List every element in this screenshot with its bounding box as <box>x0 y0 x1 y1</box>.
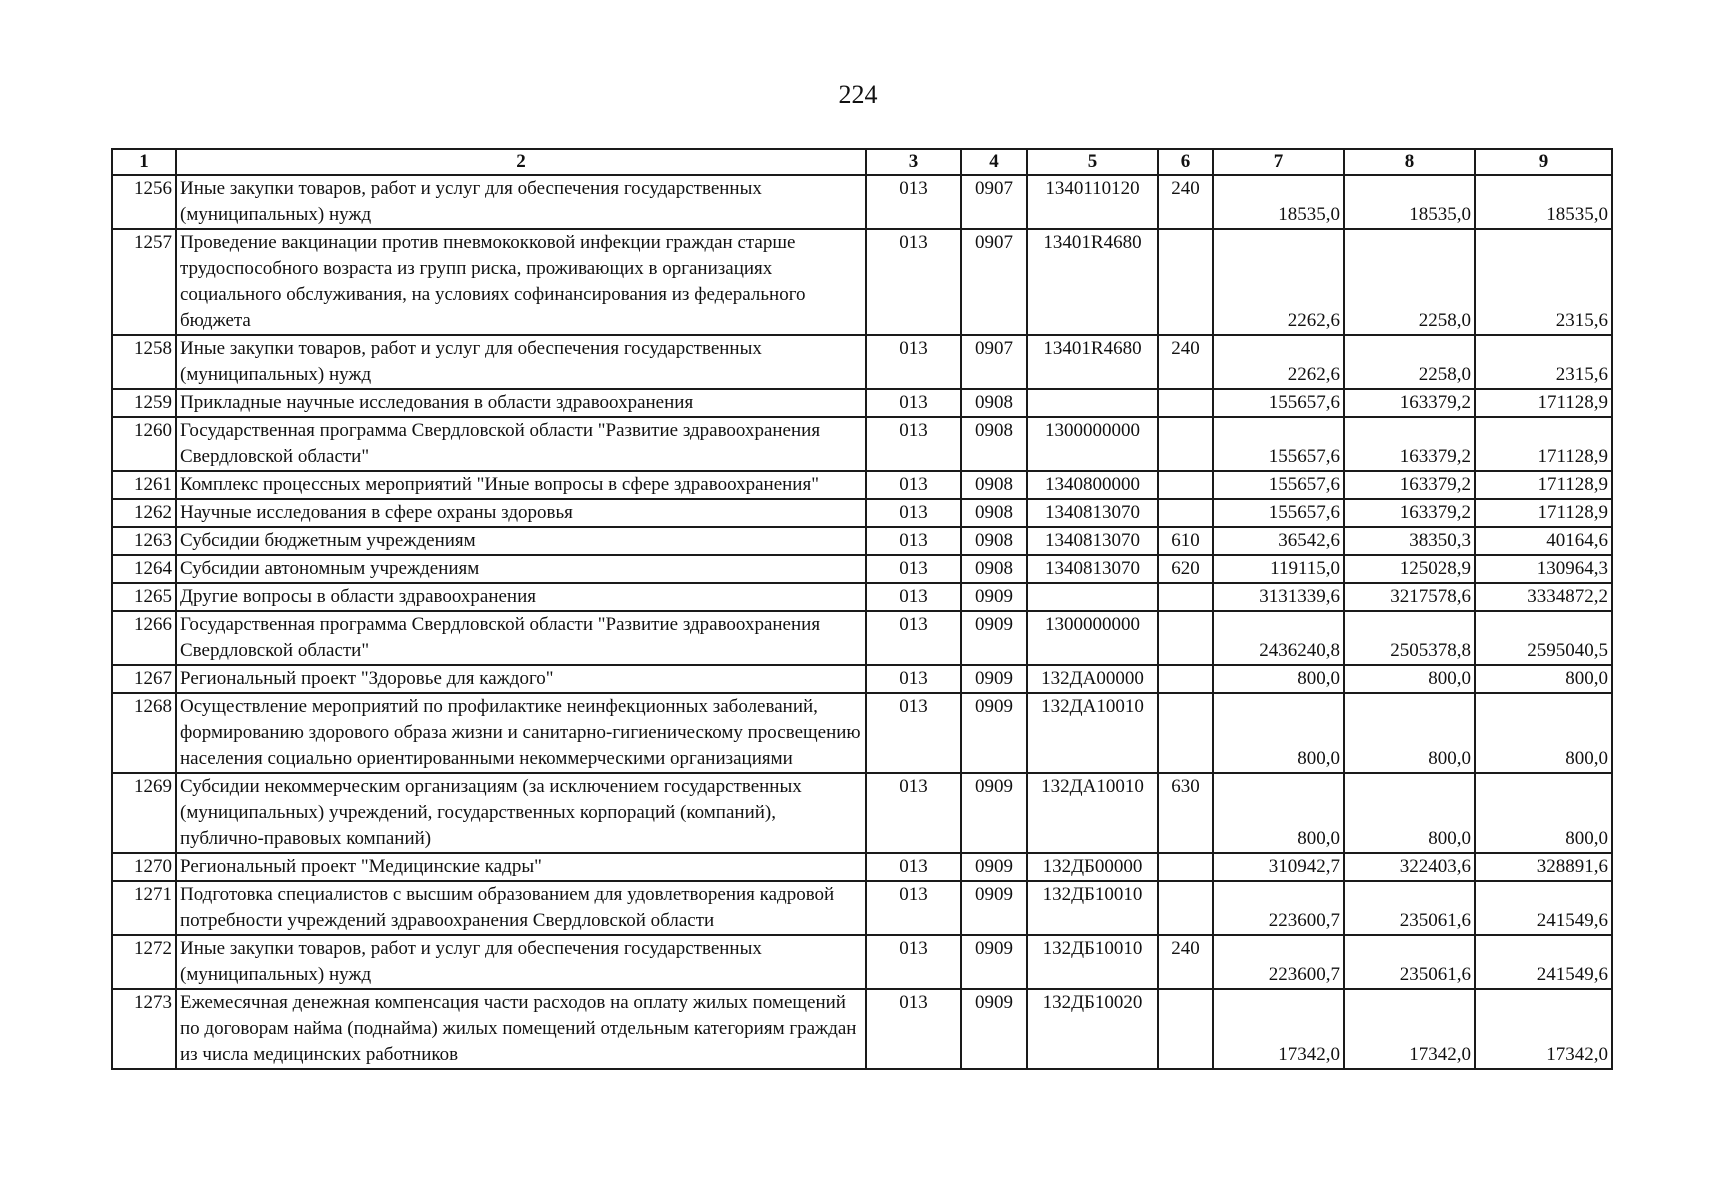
amount-col7: 3131339,6 <box>1213 583 1344 611</box>
ministry-code: 013 <box>866 527 961 555</box>
column-header-9: 9 <box>1475 149 1612 175</box>
table-row <box>112 499 1612 527</box>
section-code: 0909 <box>961 611 1027 665</box>
amount-col8: 163379,2 <box>1344 499 1475 527</box>
row-number: 1272 <box>112 935 176 989</box>
amount-col9: 800,0 <box>1475 665 1612 693</box>
row-number: 1262 <box>112 499 176 527</box>
table-row <box>112 583 1612 611</box>
row-number: 1259 <box>112 389 176 417</box>
row-name: Региональный проект "Здоровье для каждого" <box>176 665 866 693</box>
section-code: 0907 <box>961 335 1027 389</box>
row-name: Иные закупки товаров, работ и услуг для обеспечения государственных (муниципальных) нужд <box>176 935 866 989</box>
amount-col9: 17342,0 <box>1475 989 1612 1069</box>
target-article-code: 1340813070 <box>1027 555 1158 583</box>
table-row <box>112 665 1612 693</box>
ministry-code: 013 <box>866 989 961 1069</box>
row-name: Осуществление мероприятий по профилактике неинфекционных заболеваний, формированию здорового образа жизни и санитарно-гигиеническому просвещению населения социально ориентированными некоммерческими организациями <box>176 693 866 773</box>
table-row <box>112 773 1612 853</box>
target-article-code: 132ДБ10010 <box>1027 881 1158 935</box>
expense-type-code: 240 <box>1158 935 1213 989</box>
section-code: 0907 <box>961 229 1027 335</box>
row-number: 1265 <box>112 583 176 611</box>
amount-col7: 310942,7 <box>1213 853 1344 881</box>
ministry-code: 013 <box>866 611 961 665</box>
row-name: Комплекс процессных мероприятий "Иные вопросы в сфере здравоохранения" <box>176 471 866 499</box>
expense-type-code <box>1158 499 1213 527</box>
row-number: 1258 <box>112 335 176 389</box>
row-number: 1273 <box>112 989 176 1069</box>
target-article-code <box>1027 389 1158 417</box>
target-article-code: 132ДБ00000 <box>1027 853 1158 881</box>
amount-col7: 155657,6 <box>1213 471 1344 499</box>
amount-col8: 125028,9 <box>1344 555 1475 583</box>
amount-col7: 119115,0 <box>1213 555 1344 583</box>
section-code: 0909 <box>961 989 1027 1069</box>
expense-type-code <box>1158 665 1213 693</box>
expense-type-code <box>1158 471 1213 499</box>
expense-type-code <box>1158 989 1213 1069</box>
amount-col7: 17342,0 <box>1213 989 1344 1069</box>
amount-col8: 163379,2 <box>1344 417 1475 471</box>
page-number: 224 <box>838 80 878 109</box>
target-article-code: 1340813070 <box>1027 499 1158 527</box>
amount-col8: 2258,0 <box>1344 229 1475 335</box>
expense-type-code: 240 <box>1158 335 1213 389</box>
table-row <box>112 881 1612 935</box>
amount-col7: 155657,6 <box>1213 499 1344 527</box>
amount-col8: 3217578,6 <box>1344 583 1475 611</box>
row-number: 1261 <box>112 471 176 499</box>
amount-col9: 18535,0 <box>1475 175 1612 229</box>
amount-col8: 800,0 <box>1344 665 1475 693</box>
row-name: Научные исследования в сфере охраны здоровья <box>176 499 866 527</box>
expense-type-code <box>1158 853 1213 881</box>
section-code: 0908 <box>961 389 1027 417</box>
amount-col7: 36542,6 <box>1213 527 1344 555</box>
column-header-1: 1 <box>112 149 176 175</box>
amount-col9: 241549,6 <box>1475 935 1612 989</box>
target-article-code: 132ДА10010 <box>1027 773 1158 853</box>
table-row <box>112 335 1612 389</box>
row-name: Подготовка специалистов с высшим образованием для удовлетворения кадровой потребности учреждений здравоохранения Свердловской области <box>176 881 866 935</box>
expense-type-code: 240 <box>1158 175 1213 229</box>
section-code: 0909 <box>961 853 1027 881</box>
amount-col7: 155657,6 <box>1213 417 1344 471</box>
amount-col9: 3334872,2 <box>1475 583 1612 611</box>
row-number: 1257 <box>112 229 176 335</box>
ministry-code: 013 <box>866 693 961 773</box>
amount-col9: 241549,6 <box>1475 881 1612 935</box>
section-code: 0909 <box>961 881 1027 935</box>
target-article-code: 1340813070 <box>1027 527 1158 555</box>
amount-col8: 800,0 <box>1344 693 1475 773</box>
table-row <box>112 229 1612 335</box>
row-name: Прикладные научные исследования в области здравоохранения <box>176 389 866 417</box>
target-article-code: 132ДА00000 <box>1027 665 1158 693</box>
row-number: 1269 <box>112 773 176 853</box>
row-name: Иные закупки товаров, работ и услуг для обеспечения государственных (муниципальных) нужд <box>176 175 866 229</box>
column-header-6: 6 <box>1158 149 1213 175</box>
expense-type-code <box>1158 583 1213 611</box>
table-row <box>112 417 1612 471</box>
amount-col8: 18535,0 <box>1344 175 1475 229</box>
amount-col8: 2505378,8 <box>1344 611 1475 665</box>
table-body <box>112 175 1612 1069</box>
expense-type-code: 620 <box>1158 555 1213 583</box>
table-row <box>112 853 1612 881</box>
table-row <box>112 935 1612 989</box>
amount-col8: 17342,0 <box>1344 989 1475 1069</box>
row-name: Субсидии автономным учреждениям <box>176 555 866 583</box>
table-row <box>112 693 1612 773</box>
section-code: 0908 <box>961 527 1027 555</box>
amount-col9: 800,0 <box>1475 773 1612 853</box>
ministry-code: 013 <box>866 773 961 853</box>
ministry-code: 013 <box>866 665 961 693</box>
row-number: 1271 <box>112 881 176 935</box>
section-code: 0907 <box>961 175 1027 229</box>
amount-col9: 171128,9 <box>1475 471 1612 499</box>
expense-type-code <box>1158 693 1213 773</box>
amount-col8: 163379,2 <box>1344 471 1475 499</box>
row-name: Региональный проект "Медицинские кадры" <box>176 853 866 881</box>
amount-col9: 2315,6 <box>1475 335 1612 389</box>
amount-col8: 163379,2 <box>1344 389 1475 417</box>
amount-col8: 322403,6 <box>1344 853 1475 881</box>
section-code: 0909 <box>961 773 1027 853</box>
row-number: 1263 <box>112 527 176 555</box>
target-article-code: 132ДБ10010 <box>1027 935 1158 989</box>
row-number: 1268 <box>112 693 176 773</box>
amount-col8: 235061,6 <box>1344 881 1475 935</box>
row-number: 1264 <box>112 555 176 583</box>
column-header-5: 5 <box>1027 149 1158 175</box>
section-code: 0909 <box>961 935 1027 989</box>
ministry-code: 013 <box>866 175 961 229</box>
row-name: Государственная программа Свердловской области "Развитие здравоохранения Свердловской области" <box>176 611 866 665</box>
table-row <box>112 989 1612 1069</box>
row-number: 1267 <box>112 665 176 693</box>
table-header <box>112 149 1612 175</box>
ministry-code: 013 <box>866 229 961 335</box>
amount-col9: 800,0 <box>1475 693 1612 773</box>
table-row <box>112 471 1612 499</box>
row-number: 1260 <box>112 417 176 471</box>
section-code: 0908 <box>961 555 1027 583</box>
target-article-code: 1300000000 <box>1027 611 1158 665</box>
amount-col9: 171128,9 <box>1475 499 1612 527</box>
amount-col8: 800,0 <box>1344 773 1475 853</box>
ministry-code: 013 <box>866 417 961 471</box>
ministry-code: 013 <box>866 335 961 389</box>
ministry-code: 013 <box>866 583 961 611</box>
section-code: 0908 <box>961 499 1027 527</box>
row-name: Государственная программа Свердловской области "Развитие здравоохранения Свердловской области" <box>176 417 866 471</box>
table-row <box>112 175 1612 229</box>
section-code: 0908 <box>961 471 1027 499</box>
section-code: 0909 <box>961 665 1027 693</box>
section-code: 0909 <box>961 583 1027 611</box>
ministry-code: 013 <box>866 555 961 583</box>
row-number: 1270 <box>112 853 176 881</box>
target-article-code: 13401R4680 <box>1027 229 1158 335</box>
amount-col9: 171128,9 <box>1475 389 1612 417</box>
expense-type-code: 610 <box>1158 527 1213 555</box>
amount-col9: 2315,6 <box>1475 229 1612 335</box>
amount-col7: 2262,6 <box>1213 335 1344 389</box>
amount-col9: 328891,6 <box>1475 853 1612 881</box>
ministry-code: 013 <box>866 471 961 499</box>
table-row <box>112 527 1612 555</box>
ministry-code: 013 <box>866 499 961 527</box>
table-row <box>112 389 1612 417</box>
row-name: Ежемесячная денежная компенсация части расходов на оплату жилых помещений по договорам найма (поднайма) жилых помещений отдельным категориям граждан из числа медицинских работников <box>176 989 866 1069</box>
budget-table <box>111 148 1613 1070</box>
amount-col7: 2262,6 <box>1213 229 1344 335</box>
amount-col7: 800,0 <box>1213 693 1344 773</box>
row-name: Проведение вакцинации против пневмококковой инфекции граждан старше трудоспособного возраста из групп риска, проживающих в организациях социального обслуживания, на условиях софинансирования из федерального бюджета <box>176 229 866 335</box>
amount-col7: 18535,0 <box>1213 175 1344 229</box>
column-header-4: 4 <box>961 149 1027 175</box>
amount-col8: 38350,3 <box>1344 527 1475 555</box>
expense-type-code <box>1158 611 1213 665</box>
expense-type-code: 630 <box>1158 773 1213 853</box>
row-number: 1256 <box>112 175 176 229</box>
header-row <box>112 149 1612 175</box>
expense-type-code <box>1158 389 1213 417</box>
target-article-code: 1340110120 <box>1027 175 1158 229</box>
table-row <box>112 555 1612 583</box>
column-header-7: 7 <box>1213 149 1344 175</box>
row-name: Другие вопросы в области здравоохранения <box>176 583 866 611</box>
expense-type-code <box>1158 881 1213 935</box>
target-article-code: 1340800000 <box>1027 471 1158 499</box>
row-name: Субсидии некоммерческим организациям (за исключением государственных (муниципальных) учреждений, государственных корпораций (компаний), публично-правовых компаний) <box>176 773 866 853</box>
amount-col9: 130964,3 <box>1475 555 1612 583</box>
amount-col9: 2595040,5 <box>1475 611 1612 665</box>
table-row <box>112 611 1612 665</box>
target-article-code: 132ДА10010 <box>1027 693 1158 773</box>
amount-col7: 2436240,8 <box>1213 611 1344 665</box>
amount-col7: 223600,7 <box>1213 935 1344 989</box>
expense-type-code <box>1158 417 1213 471</box>
amount-col9: 40164,6 <box>1475 527 1612 555</box>
ministry-code: 013 <box>866 853 961 881</box>
amount-col8: 2258,0 <box>1344 335 1475 389</box>
target-article-code <box>1027 583 1158 611</box>
amount-col7: 155657,6 <box>1213 389 1344 417</box>
row-number: 1266 <box>112 611 176 665</box>
ministry-code: 013 <box>866 389 961 417</box>
amount-col7: 223600,7 <box>1213 881 1344 935</box>
target-article-code: 132ДБ10020 <box>1027 989 1158 1069</box>
row-name: Субсидии бюджетным учреждениям <box>176 527 866 555</box>
row-name: Иные закупки товаров, работ и услуг для обеспечения государственных (муниципальных) нужд <box>176 335 866 389</box>
ministry-code: 013 <box>866 881 961 935</box>
column-header-3: 3 <box>866 149 961 175</box>
amount-col7: 800,0 <box>1213 773 1344 853</box>
target-article-code: 1300000000 <box>1027 417 1158 471</box>
section-code: 0908 <box>961 417 1027 471</box>
column-header-2: 2 <box>176 149 866 175</box>
amount-col7: 800,0 <box>1213 665 1344 693</box>
section-code: 0909 <box>961 693 1027 773</box>
amount-col9: 171128,9 <box>1475 417 1612 471</box>
amount-col8: 235061,6 <box>1344 935 1475 989</box>
column-header-8: 8 <box>1344 149 1475 175</box>
expense-type-code <box>1158 229 1213 335</box>
target-article-code: 13401R4680 <box>1027 335 1158 389</box>
ministry-code: 013 <box>866 935 961 989</box>
